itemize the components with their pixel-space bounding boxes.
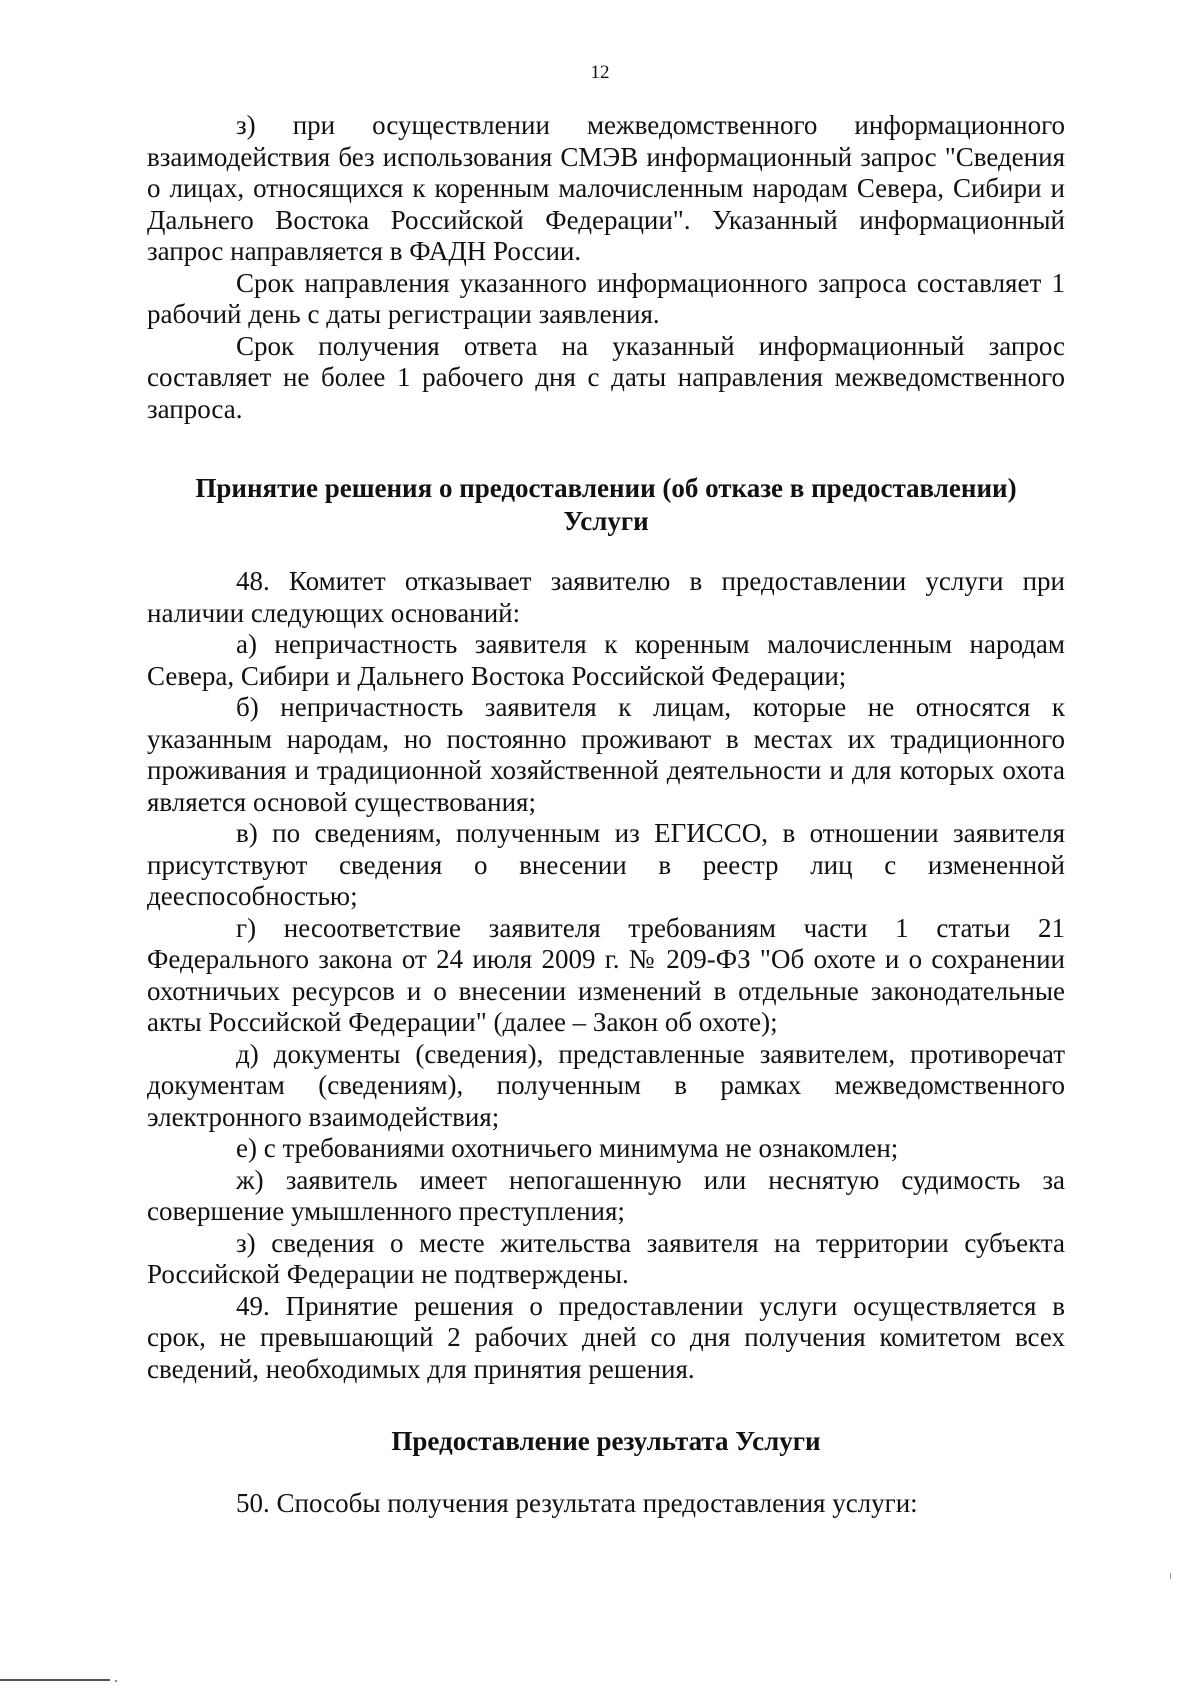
scan-artifact-tick	[1170, 1573, 1171, 1579]
section-heading-result: Предоставление результата Услуги	[391, 1426, 821, 1456]
list-item-a: а) непричастность заявителя к коренным малочисленным народам Севера, Сибири и Дальнего Востока Российской Федерации;	[147, 629, 1065, 691]
list-item-v: в) по сведениям, полученным из ЕГИССО, в отношении заявителя присутствуют сведения о внесении в реестр лиц с измененной дееспособностью;	[147, 818, 1065, 911]
section-heading-decision	[147, 472, 1065, 538]
scan-artifact-dot	[115, 1680, 117, 1682]
list-item-b: б) непричастность заявителя к лицам, которые не относятся к указанным народам, но постоянно проживают в местах их традиционного проживания и традиционной хозяйственной деятельности и для которых охота является основой существования;	[147, 692, 1065, 817]
section-heading-decision-line2: Услуги	[563, 506, 649, 536]
document-body	[147, 110, 1065, 1520]
list-item-zh: ж) заявитель имеет непогашенную или неснятую судимость за совершение умышленного преступления;	[147, 1164, 1065, 1226]
list-item-d: д) документы (сведения), представленные заявителем, противоречат документам (сведениям), полученным в рамках межведомственного электронного взаимодействия;	[147, 1038, 1065, 1132]
section-heading-decision-line1: Принятие решения о предоставлении (об отказе в предоставлении)	[195, 473, 1017, 503]
paragraph-request-deadline: Срок направления указанного информационного запроса составляет 1 рабочий день с даты регистрации заявления.	[147, 267, 1065, 329]
paragraph-interagency-request: з) при осуществлении межведомственного информационного взаимодействия без использования СМЭВ информационный запрос "Сведения о лицах, относящихся к коренным малочисленным народам Севера, Сибири и Дальнего Востока Российской Федерации". Указанный информационный запрос направляется в ФАДН России.	[147, 110, 1065, 266]
paragraph-48-refusal-grounds: 48. Комитет отказывает заявителю в предоставлении услуги при наличии следующих оснований:	[147, 566, 1065, 628]
list-item-g: г) несоответствие заявителя требованиям части 1 статьи 21 Федерального закона от 24 июля 2009 г. № 209-ФЗ "Об охоте и о сохранении охотничьих ресурсов и о внесении изменений в отдельные законодательные акты Российской Федерации" (далее – Закон об охоте);	[147, 912, 1065, 1037]
list-item-e: е) с требованиями охотничьего минимума не ознакомлен;	[236, 1133, 899, 1163]
page-number: 12	[590, 62, 610, 83]
paragraph-50-result-methods: 50. Способы получения результата предоставления услуги:	[236, 1488, 918, 1518]
paragraph-49-decision-deadline: 49. Принятие решения о предоставлении услуги осуществляется в срок, не превышающий 2 рабочих дней со дня получения комитетом всех сведений, необходимых для принятия решения.	[147, 1290, 1065, 1384]
scan-artifact-line	[0, 1679, 110, 1681]
paragraph-response-deadline: Срок получения ответа на указанный информационный запрос составляет не более 1 рабочего дня с даты направления межведомственного запроса.	[147, 330, 1065, 424]
list-item-z: з) сведения о месте жительства заявителя на территории субъекта Российской Федерации не подтверждены.	[147, 1227, 1065, 1289]
